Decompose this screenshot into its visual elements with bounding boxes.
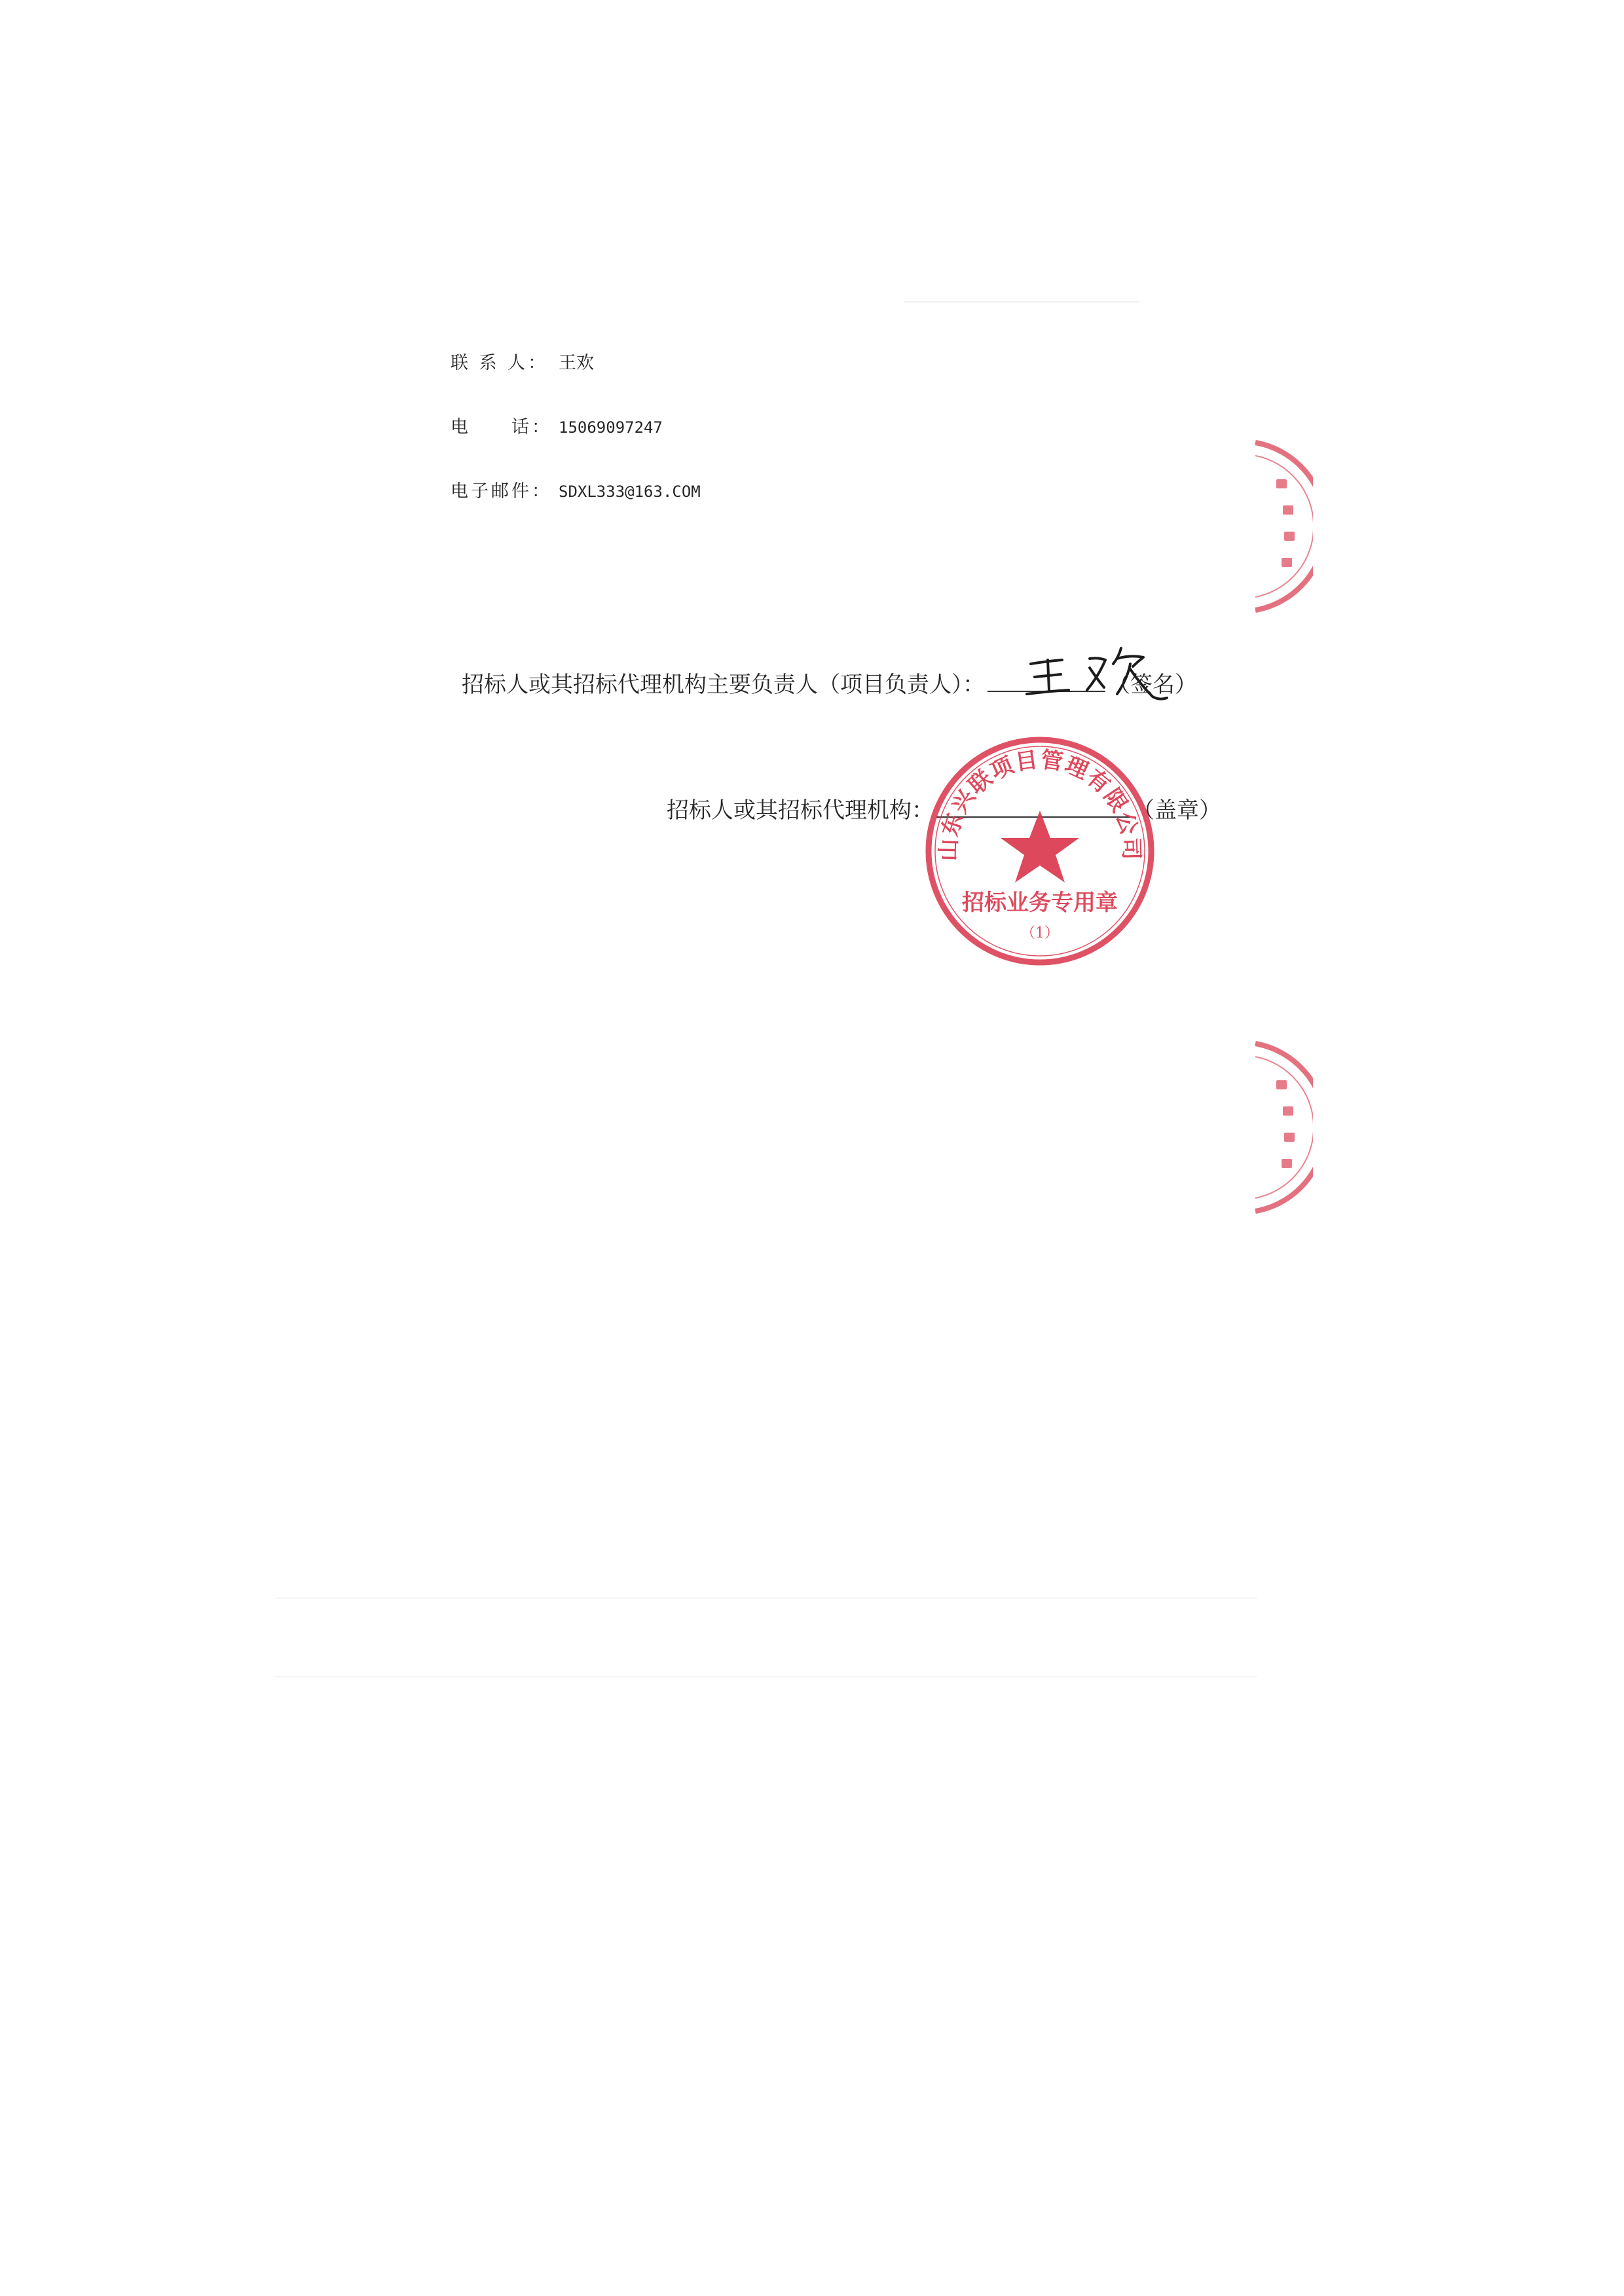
signature-label: 招标人或其招标代理机构主要负责人（项目负责人）： <box>462 672 985 698</box>
handwritten-signature <box>1022 635 1179 714</box>
email-row <box>451 477 701 502</box>
contact-person-row <box>451 348 594 374</box>
svg-text:山东兴联项目管理有限公司: 山东兴联项目管理有限公司 <box>935 746 1145 862</box>
company-seal <box>922 733 1158 969</box>
contact-person-label: 联 系 人： <box>451 353 549 373</box>
agency-label: 招标人或其招标代理机构： <box>667 797 934 824</box>
signature-suffix: （签名） <box>1108 672 1197 698</box>
svg-text:（1）: （1） <box>1021 925 1059 941</box>
phone-row <box>451 412 663 438</box>
partial-seal-top <box>1254 439 1313 615</box>
partial-seal-bottom <box>1254 1040 1313 1216</box>
email-value: SDXL333@163.COM <box>559 483 701 501</box>
scan-artifact <box>275 1597 1257 1599</box>
phone-value: 15069097247 <box>559 418 663 437</box>
contact-person-value: 王欢 <box>559 353 594 373</box>
phone-label: 电 话： <box>451 417 552 437</box>
scan-artifact <box>904 301 1139 302</box>
scan-artifact <box>275 1676 1257 1677</box>
agency-suffix: （盖章） <box>1132 797 1221 824</box>
svg-text:招标业务专用章: 招标业务专用章 <box>962 890 1118 916</box>
email-label: 电子邮件： <box>451 481 552 501</box>
